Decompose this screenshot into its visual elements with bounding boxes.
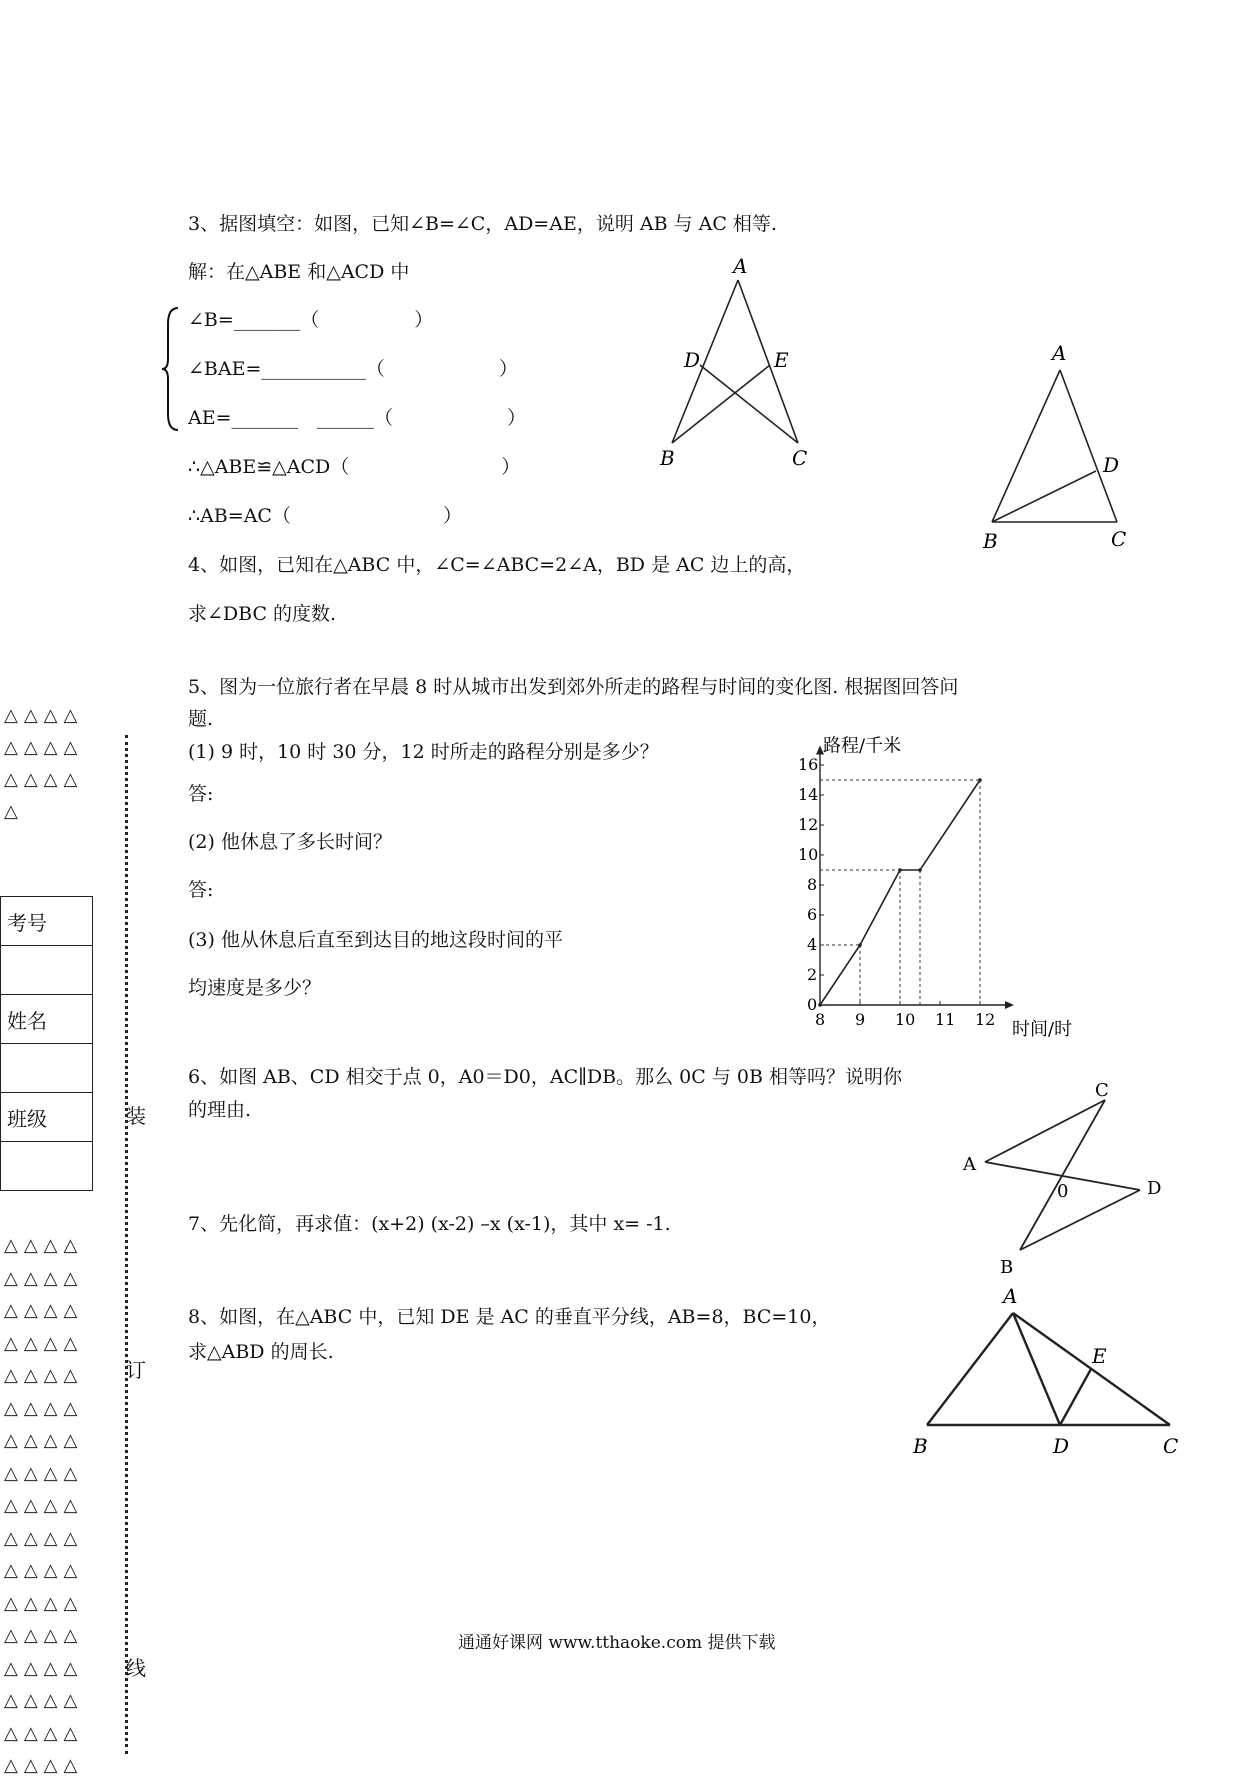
triangle-marker-row: △△△△ [4, 1527, 84, 1549]
y-tick-label: 16 [798, 755, 819, 774]
x-axis-label: 时间/时 [1012, 1019, 1073, 1040]
exam-number-field[interactable] [1, 946, 93, 995]
class-field[interactable] [1, 1142, 93, 1191]
triangle-marker-row: △△△△ [4, 1332, 84, 1354]
y-axis-label: 路程/千米 [823, 735, 902, 757]
q6-line1: 6、如图 AB、CD 相交于点 0，A0＝D0，AC∥DB。那么 0C 与 0B 相等吗？说明你 [188, 1066, 902, 1088]
q5-sub3-line1: (3) 他从休息后直至到达目的地这段时间的平 [188, 929, 563, 951]
q4-line1: 4、如图，已知在△ABC 中，∠C=∠ABC=2∠A，BD 是 AC 边上的高， [188, 554, 806, 576]
q5-answer2: 答: [188, 879, 214, 901]
distance-line [820, 780, 980, 1005]
data-point [858, 943, 862, 947]
q4-label-b: B [983, 529, 998, 553]
q6-line2: 的理由. [188, 1099, 252, 1121]
triangle-marker-row: △△△△ [4, 1592, 84, 1614]
q8-line1: 8、如图，在△ABC 中，已知 DE 是 AC 的垂直平分线，AB=8，BC=10， [188, 1306, 831, 1328]
q6-figure [950, 1080, 1170, 1280]
binding-label-zhuang: 装 [126, 1104, 146, 1128]
q5-line1: 5、图为一位旅行者在早晨 8 时从城市出发到郊外所走的路程与时间的变化图. 根据图回答问 [188, 676, 959, 698]
triangle-marker-row: △△△△ [4, 1722, 84, 1744]
q3-step1: ∠B=_______（ ） [188, 309, 434, 331]
data-point [818, 1003, 822, 1007]
triangle-marker-row: △△△△ [4, 1430, 84, 1451]
q6-label-o: 0 [1057, 1181, 1069, 1202]
q6-label-a: A [963, 1154, 976, 1175]
triangle-marker-row: △△△△ [4, 737, 84, 758]
class-label: 班级 [1, 1093, 93, 1142]
triangle-marker-row: △△△△ [4, 705, 84, 726]
q8-label-e: E [1092, 1344, 1107, 1368]
q5-sub3-line2: 均速度是多少？ [188, 977, 322, 999]
q8-line2: 求△ABD 的周长. [188, 1341, 334, 1363]
q8-label-d: D [1053, 1434, 1070, 1458]
q5-line2: 题. [188, 708, 214, 730]
name-field[interactable] [1, 1044, 93, 1093]
triangle-marker-row: △△△△ [4, 1755, 84, 1776]
triangle-marker-row: △△△△ [4, 1495, 84, 1516]
data-point [978, 778, 982, 782]
triangle-marker-row: △△△△ [4, 1397, 84, 1419]
q8-label-c: C [1163, 1434, 1179, 1458]
q7-line1: 7、先化简，再求值：(x+2) (x-2) –x (x-1)，其中 x= -1. [188, 1213, 671, 1235]
q8-figure [905, 1285, 1190, 1460]
q3-label-b: B [660, 446, 675, 470]
q3-step3: AE=_______ ______（ ） [188, 407, 527, 429]
binding-label-xian: 线 [126, 1656, 146, 1680]
triangle-marker-row: △△△△ [4, 1365, 84, 1386]
x-tick-label: 11 [935, 1010, 956, 1029]
q3-brace [160, 304, 182, 434]
y-tick-label: 4 [807, 935, 818, 954]
triangle-marker-row: △△△△ [4, 1267, 84, 1289]
q3-label-d: D [684, 348, 701, 372]
q3-figure [650, 255, 820, 470]
q4-figure [975, 340, 1145, 560]
binding-label-ding: 订 [126, 1358, 146, 1382]
q4-label-d: D [1103, 453, 1120, 477]
exam-number-label: 考号 [1, 897, 93, 946]
q5-sub1: (1) 9 时，10 时 30 分，12 时所走的路程分别是多少？ [188, 741, 659, 763]
triangle-marker-row: △△△△ [4, 1300, 84, 1321]
q3-label-c: C [792, 446, 808, 470]
y-tick-label: 0 [807, 995, 818, 1014]
q3-label-a: A [733, 255, 748, 278]
student-info-table [0, 896, 93, 1191]
q3-label-e: E [774, 348, 789, 372]
q3-solution-intro: 解：在△ABE 和△ACD 中 [188, 261, 410, 283]
q6-label-d: D [1147, 1178, 1162, 1199]
q3-title: 3、据图填空：如图，已知∠B=∠C，AD=AE，说明 AB 与 AC 相等. [188, 213, 777, 235]
binding-line [125, 735, 128, 1754]
y-tick-label: 8 [807, 875, 818, 894]
y-tick-label: 12 [798, 815, 819, 834]
distance-time-chart [780, 730, 1080, 1040]
x-tick-label: 8 [815, 1010, 826, 1029]
q3-step5: ∴AB=AC（ ） [188, 505, 462, 527]
q6-label-c: C [1095, 1080, 1109, 1101]
triangle-marker-row: △△△△ [4, 1560, 84, 1581]
q4-label-c: C [1111, 527, 1127, 551]
y-tick-label: 6 [807, 905, 818, 924]
data-point [898, 868, 902, 872]
triangle-marker-row: △△△△ [4, 769, 84, 790]
q4-label-a: A [1052, 341, 1067, 365]
q3-step2: ∠BAE=___________（ ） [188, 358, 518, 380]
triangle-marker-row: △△△△ [4, 1657, 84, 1679]
name-label: 姓名 [1, 995, 93, 1044]
triangle-marker-row: △△△△ [4, 1235, 84, 1256]
triangle-marker-row: △△△△ [4, 1462, 84, 1484]
data-point [918, 868, 922, 872]
q3-step4: ∴△ABE≌△ACD（ ） [188, 456, 521, 478]
x-axis-arrow [1005, 1001, 1014, 1009]
triangle-marker-row: △△△△ [4, 1625, 84, 1646]
y-tick-label: 14 [798, 785, 819, 804]
triangle-marker-row: △△△△ [4, 1690, 84, 1711]
footer-credit: 通通好课网 www.tthaoke.com 提供下载 [458, 1633, 776, 1653]
x-tick-label: 9 [855, 1010, 866, 1029]
x-tick-label: 12 [975, 1010, 996, 1029]
q8-label-a: A [1003, 1285, 1018, 1308]
q8-label-b: B [913, 1434, 928, 1458]
triangle-marker-row: △ [4, 801, 24, 822]
q6-label-b: B [1000, 1257, 1014, 1278]
y-tick-label: 10 [798, 845, 819, 864]
q4-line2: 求∠DBC 的度数. [188, 603, 337, 625]
x-tick-label: 10 [895, 1010, 916, 1029]
y-tick-label: 2 [807, 965, 818, 984]
q5-answer1: 答: [188, 783, 214, 805]
q5-sub2: (2) 他休息了多长时间？ [188, 831, 392, 853]
